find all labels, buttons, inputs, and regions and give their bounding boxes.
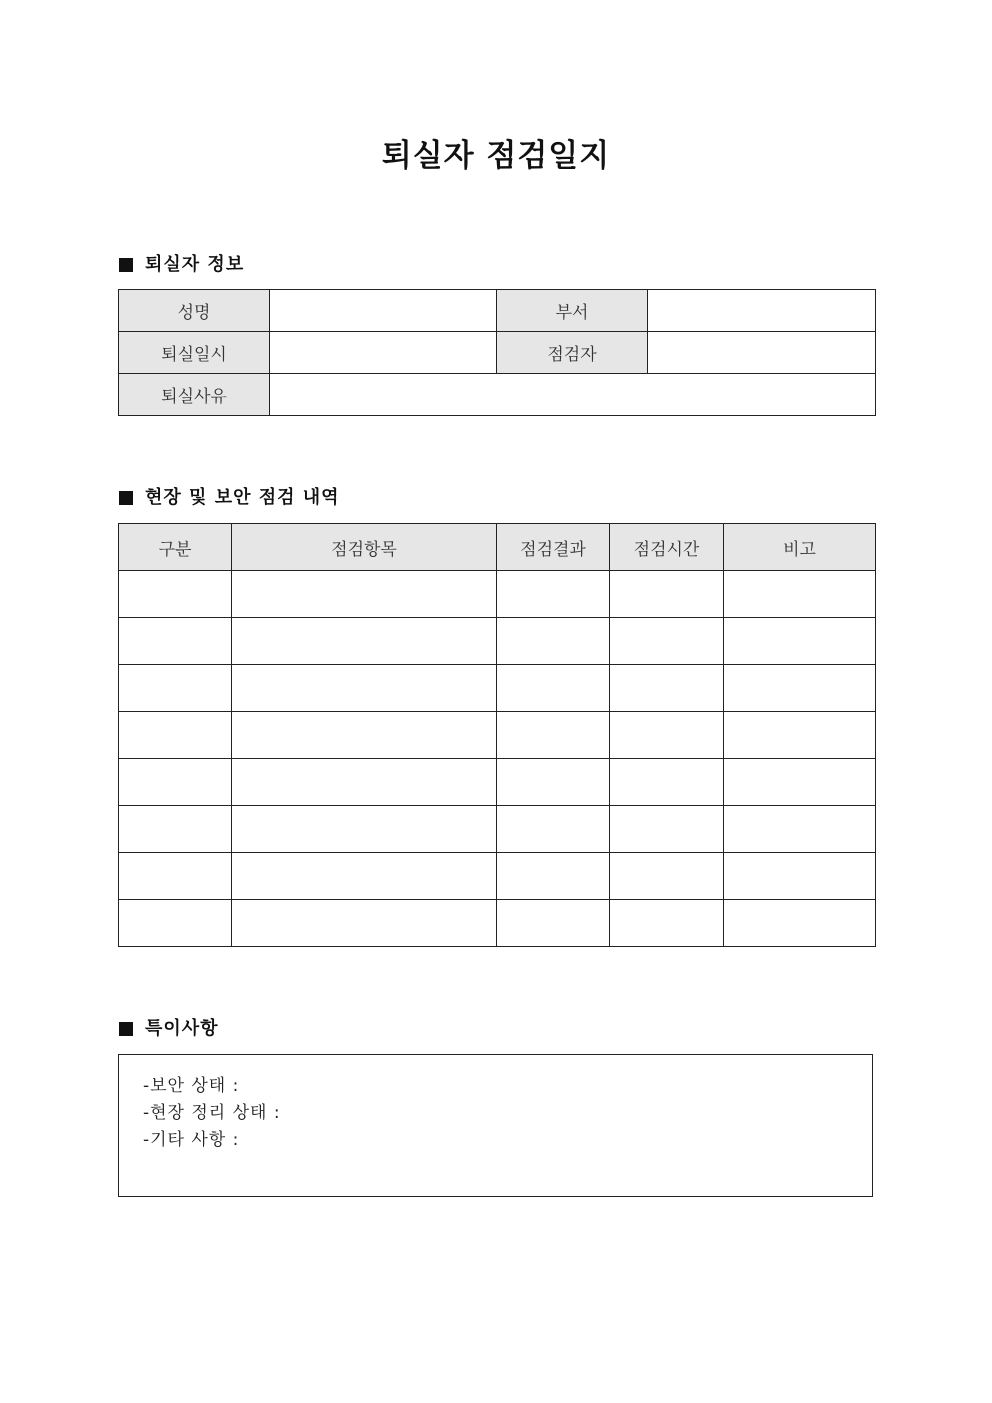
- result-cell[interactable]: [497, 806, 610, 853]
- check-item-cell[interactable]: [232, 806, 497, 853]
- inspection-heading-label: 현장 및 보안 점검 내역: [145, 487, 340, 508]
- inspector-field[interactable]: [648, 332, 876, 374]
- column-header-check-item: 점검항목: [232, 524, 497, 571]
- time-cell[interactable]: [610, 806, 724, 853]
- square-bullet-icon: [119, 491, 133, 505]
- category-cell[interactable]: [119, 571, 232, 618]
- notes-box[interactable]: [118, 1054, 873, 1197]
- remarks-cell[interactable]: [724, 618, 876, 665]
- inspection-table-body: [119, 571, 876, 947]
- category-cell[interactable]: [119, 665, 232, 712]
- remarks-cell[interactable]: [724, 853, 876, 900]
- category-cell[interactable]: [119, 759, 232, 806]
- result-cell[interactable]: [497, 665, 610, 712]
- inspection-heading: [119, 486, 340, 510]
- checkout-datetime-field[interactable]: [270, 332, 497, 374]
- occupant-info-heading-label: 퇴실자 정보: [145, 254, 245, 275]
- time-cell[interactable]: [610, 571, 724, 618]
- result-cell[interactable]: [497, 618, 610, 665]
- occupant-info-heading: [119, 253, 244, 277]
- column-header-time: 점검시간: [610, 524, 724, 571]
- square-bullet-icon: [119, 1022, 133, 1036]
- category-cell[interactable]: [119, 618, 232, 665]
- table-row: [119, 806, 876, 853]
- document-title: 퇴실자 점검일지: [381, 138, 611, 174]
- time-cell[interactable]: [610, 853, 724, 900]
- category-cell[interactable]: [119, 853, 232, 900]
- inspection-table: [118, 523, 876, 947]
- department-label: 부서: [497, 290, 648, 332]
- table-row: [119, 571, 876, 618]
- table-row: [119, 900, 876, 947]
- result-cell[interactable]: [497, 853, 610, 900]
- inspection-header-row: [119, 524, 876, 571]
- time-cell[interactable]: [610, 900, 724, 947]
- column-header-result: 점검결과: [497, 524, 610, 571]
- remarks-cell[interactable]: [724, 571, 876, 618]
- time-cell[interactable]: [610, 759, 724, 806]
- square-bullet-icon: [119, 258, 133, 272]
- remarks-cell[interactable]: [724, 806, 876, 853]
- remarks-cell[interactable]: [724, 665, 876, 712]
- occupant-info-table: [118, 289, 876, 416]
- category-cell[interactable]: [119, 806, 232, 853]
- category-cell[interactable]: [119, 712, 232, 759]
- check-item-cell[interactable]: [232, 665, 497, 712]
- notes-heading: [119, 1017, 219, 1041]
- time-cell[interactable]: [610, 665, 724, 712]
- department-field[interactable]: [648, 290, 876, 332]
- occupant-info-row: [119, 374, 876, 416]
- checkout-reason-field[interactable]: [270, 374, 876, 416]
- occupant-info-row: [119, 332, 876, 374]
- time-cell[interactable]: [610, 618, 724, 665]
- remarks-cell[interactable]: [724, 759, 876, 806]
- check-item-cell[interactable]: [232, 759, 497, 806]
- notes-line-other: -기타 사항 :: [143, 1130, 240, 1150]
- column-header-remarks: 비고: [724, 524, 876, 571]
- remarks-cell[interactable]: [724, 900, 876, 947]
- checkout-datetime-label: 퇴실일시: [119, 332, 270, 374]
- table-row: [119, 759, 876, 806]
- name-label: 성명: [119, 290, 270, 332]
- check-item-cell[interactable]: [232, 853, 497, 900]
- result-cell[interactable]: [497, 712, 610, 759]
- remarks-cell[interactable]: [724, 712, 876, 759]
- result-cell[interactable]: [497, 900, 610, 947]
- occupant-info-row: [119, 290, 876, 332]
- notes-line-security: -보안 상태 :: [143, 1076, 240, 1096]
- result-cell[interactable]: [497, 759, 610, 806]
- column-header-category: 구분: [119, 524, 232, 571]
- check-item-cell[interactable]: [232, 900, 497, 947]
- check-item-cell[interactable]: [232, 618, 497, 665]
- notes-heading-label: 특이사항: [145, 1018, 219, 1039]
- check-item-cell[interactable]: [232, 712, 497, 759]
- time-cell[interactable]: [610, 712, 724, 759]
- notes-line-site-cleanup: -현장 정리 상태 :: [143, 1103, 281, 1123]
- check-item-cell[interactable]: [232, 571, 497, 618]
- table-row: [119, 853, 876, 900]
- table-row: [119, 618, 876, 665]
- checkout-reason-label: 퇴실사유: [119, 374, 270, 416]
- inspector-label: 점검자: [497, 332, 648, 374]
- table-row: [119, 665, 876, 712]
- name-field[interactable]: [270, 290, 497, 332]
- table-row: [119, 712, 876, 759]
- category-cell[interactable]: [119, 900, 232, 947]
- result-cell[interactable]: [497, 571, 610, 618]
